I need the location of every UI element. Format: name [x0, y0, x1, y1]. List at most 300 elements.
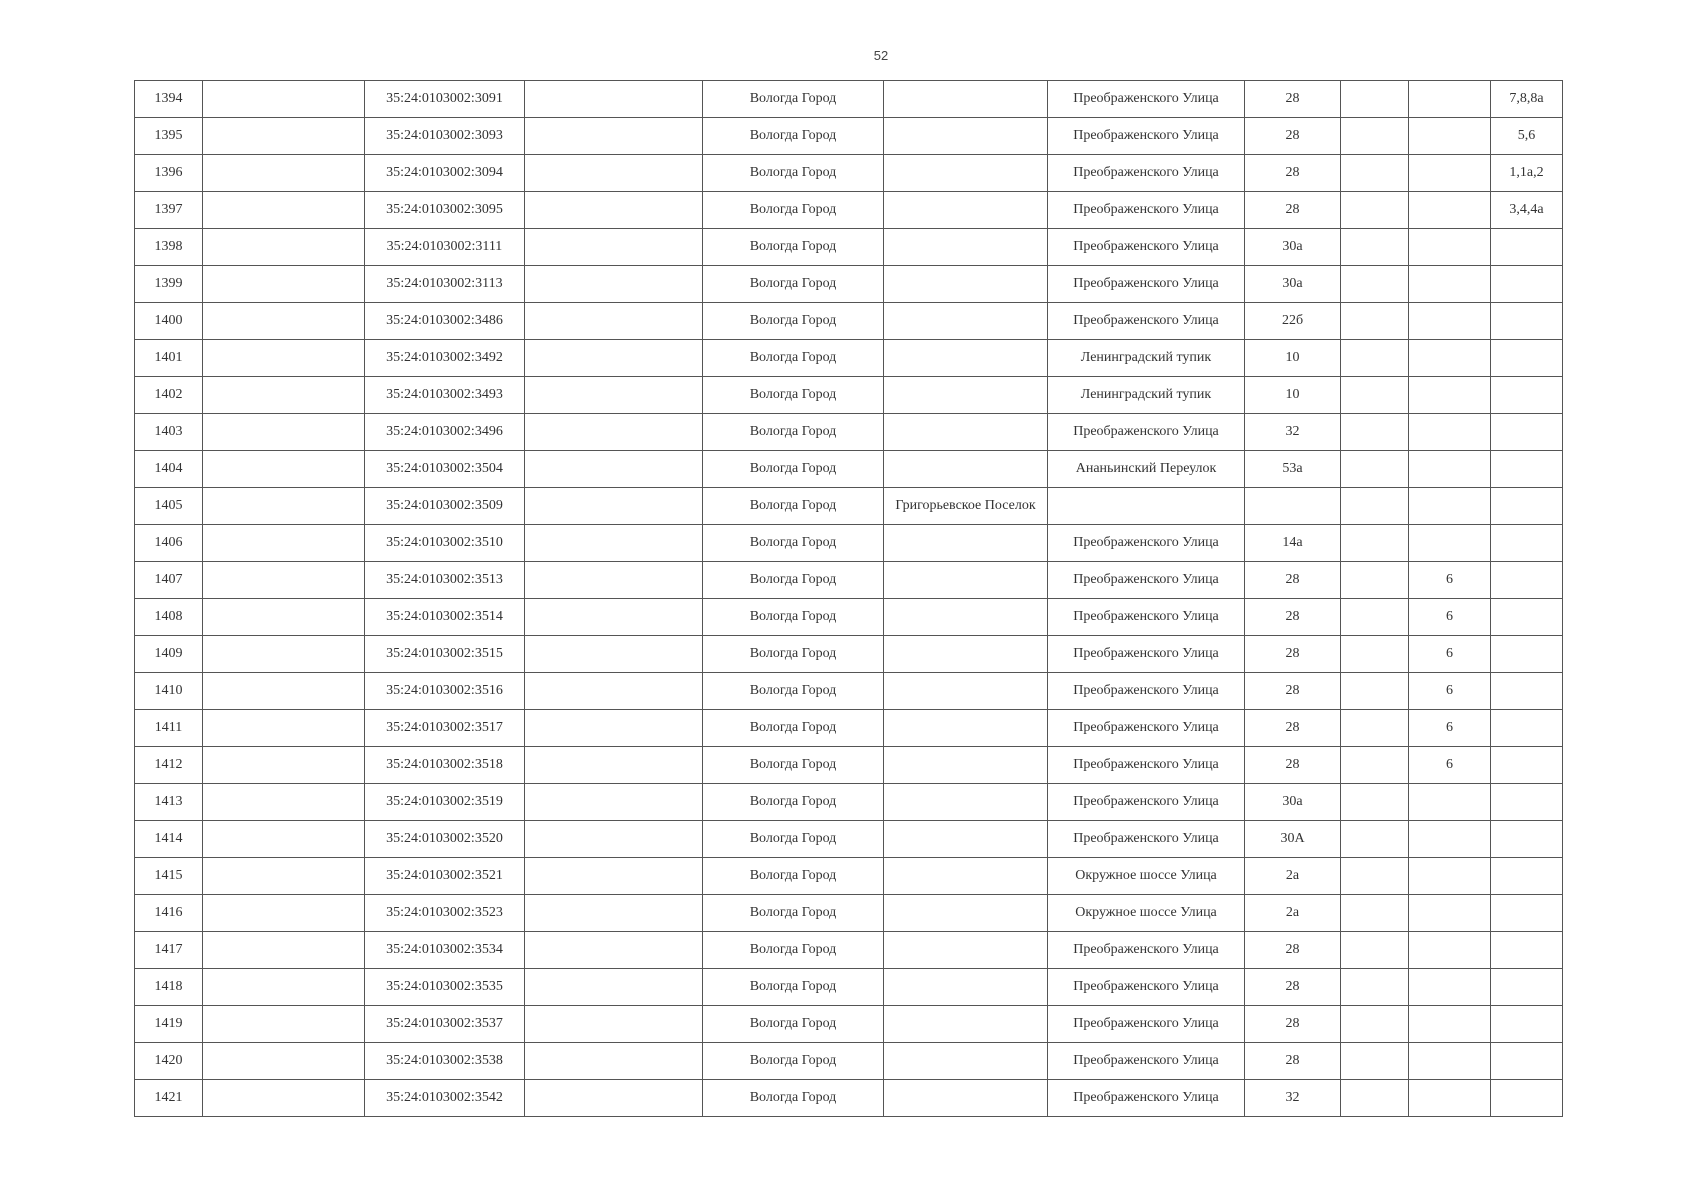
row-number-cell: 1401	[135, 340, 203, 377]
settlement-cell	[884, 155, 1048, 192]
house-cell: 22б	[1245, 303, 1341, 340]
apartment-cell	[1409, 81, 1491, 118]
empty-cell	[203, 636, 365, 673]
row-number-cell: 1402	[135, 377, 203, 414]
rooms-cell	[1491, 895, 1563, 932]
table-row	[135, 969, 1563, 1006]
table-row	[135, 340, 1563, 377]
street-cell: Преображенского Улица	[1048, 784, 1245, 821]
empty-cell	[525, 377, 703, 414]
street-cell: Окружное шоссе Улица	[1048, 858, 1245, 895]
cadastral-number-cell: 35:24:0103002:3534	[365, 932, 525, 969]
building-cell	[1341, 562, 1409, 599]
settlement-cell	[884, 821, 1048, 858]
empty-cell	[203, 858, 365, 895]
empty-cell	[525, 192, 703, 229]
row-number-cell: 1398	[135, 229, 203, 266]
rooms-cell	[1491, 1080, 1563, 1117]
empty-cell	[525, 118, 703, 155]
building-cell	[1341, 377, 1409, 414]
apartment-cell: 6	[1409, 636, 1491, 673]
table-row	[135, 747, 1563, 784]
building-cell	[1341, 229, 1409, 266]
row-number-cell: 1415	[135, 858, 203, 895]
city-cell: Вологда Город	[703, 562, 884, 599]
cadastral-number-cell: 35:24:0103002:3516	[365, 673, 525, 710]
settlement-cell	[884, 377, 1048, 414]
table-row	[135, 710, 1563, 747]
building-cell	[1341, 1043, 1409, 1080]
street-cell: Преображенского Улица	[1048, 710, 1245, 747]
street-cell: Преображенского Улица	[1048, 1006, 1245, 1043]
street-cell: Преображенского Улица	[1048, 192, 1245, 229]
rooms-cell: 1,1а,2	[1491, 155, 1563, 192]
rooms-cell	[1491, 451, 1563, 488]
settlement-cell	[884, 932, 1048, 969]
house-cell: 28	[1245, 192, 1341, 229]
apartment-cell	[1409, 340, 1491, 377]
rooms-cell	[1491, 266, 1563, 303]
settlement-cell	[884, 969, 1048, 1006]
building-cell	[1341, 673, 1409, 710]
city-cell: Вологда Город	[703, 636, 884, 673]
settlement-cell	[884, 895, 1048, 932]
row-number-cell: 1395	[135, 118, 203, 155]
empty-cell	[203, 340, 365, 377]
empty-cell	[203, 969, 365, 1006]
apartment-cell	[1409, 192, 1491, 229]
rooms-cell	[1491, 747, 1563, 784]
empty-cell	[203, 673, 365, 710]
building-cell	[1341, 1080, 1409, 1117]
city-cell: Вологда Город	[703, 1080, 884, 1117]
building-cell	[1341, 525, 1409, 562]
apartment-cell	[1409, 969, 1491, 1006]
cadastral-number-cell: 35:24:0103002:3509	[365, 488, 525, 525]
street-cell: Преображенского Улица	[1048, 969, 1245, 1006]
settlement-cell	[884, 747, 1048, 784]
table-row	[135, 1080, 1563, 1117]
empty-cell	[525, 821, 703, 858]
apartment-cell	[1409, 1043, 1491, 1080]
house-cell: 2а	[1245, 895, 1341, 932]
building-cell	[1341, 747, 1409, 784]
row-number-cell: 1396	[135, 155, 203, 192]
city-cell: Вологда Город	[703, 192, 884, 229]
house-cell: 28	[1245, 969, 1341, 1006]
street-cell: Преображенского Улица	[1048, 118, 1245, 155]
settlement-cell	[884, 414, 1048, 451]
empty-cell	[203, 747, 365, 784]
house-cell: 28	[1245, 599, 1341, 636]
empty-cell	[203, 932, 365, 969]
table-row	[135, 599, 1563, 636]
cadastral-number-cell: 35:24:0103002:3513	[365, 562, 525, 599]
table-row	[135, 118, 1563, 155]
settlement-cell	[884, 1043, 1048, 1080]
street-cell: Ананьинский Переулок	[1048, 451, 1245, 488]
city-cell: Вологда Город	[703, 599, 884, 636]
house-cell: 28	[1245, 1006, 1341, 1043]
city-cell: Вологда Город	[703, 118, 884, 155]
building-cell	[1341, 192, 1409, 229]
rooms-cell	[1491, 340, 1563, 377]
cadastral-number-cell: 35:24:0103002:3521	[365, 858, 525, 895]
apartment-cell: 6	[1409, 710, 1491, 747]
cadastral-number-cell: 35:24:0103002:3535	[365, 969, 525, 1006]
street-cell	[1048, 488, 1245, 525]
rooms-cell	[1491, 303, 1563, 340]
house-cell: 53а	[1245, 451, 1341, 488]
table-row	[135, 155, 1563, 192]
empty-cell	[525, 155, 703, 192]
empty-cell	[203, 488, 365, 525]
settlement-cell: Григорьевское Поселок	[884, 488, 1048, 525]
table-row	[135, 858, 1563, 895]
rooms-cell	[1491, 858, 1563, 895]
building-cell	[1341, 821, 1409, 858]
street-cell: Преображенского Улица	[1048, 599, 1245, 636]
building-cell	[1341, 81, 1409, 118]
settlement-cell	[884, 525, 1048, 562]
empty-cell	[203, 81, 365, 118]
apartment-cell: 6	[1409, 747, 1491, 784]
settlement-cell	[884, 599, 1048, 636]
empty-cell	[203, 1043, 365, 1080]
settlement-cell	[884, 1080, 1048, 1117]
house-cell: 32	[1245, 414, 1341, 451]
empty-cell	[203, 821, 365, 858]
empty-cell	[525, 673, 703, 710]
row-number-cell: 1406	[135, 525, 203, 562]
empty-cell	[525, 710, 703, 747]
house-cell: 30а	[1245, 784, 1341, 821]
table-row	[135, 932, 1563, 969]
empty-cell	[525, 1006, 703, 1043]
city-cell: Вологда Город	[703, 81, 884, 118]
rooms-cell: 3,4,4а	[1491, 192, 1563, 229]
settlement-cell	[884, 710, 1048, 747]
row-number-cell: 1412	[135, 747, 203, 784]
city-cell: Вологда Город	[703, 229, 884, 266]
apartment-cell: 6	[1409, 599, 1491, 636]
street-cell: Ленинградский тупик	[1048, 340, 1245, 377]
settlement-cell	[884, 858, 1048, 895]
house-cell: 10	[1245, 377, 1341, 414]
building-cell	[1341, 784, 1409, 821]
table-row	[135, 525, 1563, 562]
cadastral-number-cell: 35:24:0103002:3514	[365, 599, 525, 636]
table-row	[135, 451, 1563, 488]
house-cell: 28	[1245, 932, 1341, 969]
empty-cell	[525, 784, 703, 821]
city-cell: Вологда Город	[703, 1006, 884, 1043]
empty-cell	[203, 599, 365, 636]
table-row	[135, 636, 1563, 673]
street-cell: Преображенского Улица	[1048, 155, 1245, 192]
city-cell: Вологда Город	[703, 377, 884, 414]
house-cell: 10	[1245, 340, 1341, 377]
empty-cell	[203, 414, 365, 451]
empty-cell	[525, 1043, 703, 1080]
table-row	[135, 488, 1563, 525]
house-cell: 30а	[1245, 266, 1341, 303]
house-cell: 28	[1245, 636, 1341, 673]
city-cell: Вологда Город	[703, 673, 884, 710]
street-cell: Преображенского Улица	[1048, 81, 1245, 118]
house-cell	[1245, 488, 1341, 525]
street-cell: Преображенского Улица	[1048, 747, 1245, 784]
rooms-cell	[1491, 414, 1563, 451]
cadastral-number-cell: 35:24:0103002:3493	[365, 377, 525, 414]
cadastral-number-cell: 35:24:0103002:3492	[365, 340, 525, 377]
street-cell: Преображенского Улица	[1048, 673, 1245, 710]
cadastral-number-cell: 35:24:0103002:3518	[365, 747, 525, 784]
empty-cell	[525, 636, 703, 673]
apartment-cell	[1409, 784, 1491, 821]
empty-cell	[203, 303, 365, 340]
city-cell: Вологда Город	[703, 414, 884, 451]
apartment-cell	[1409, 525, 1491, 562]
city-cell: Вологда Город	[703, 895, 884, 932]
empty-cell	[203, 192, 365, 229]
apartment-cell: 6	[1409, 673, 1491, 710]
row-number-cell: 1419	[135, 1006, 203, 1043]
city-cell: Вологда Город	[703, 340, 884, 377]
building-cell	[1341, 932, 1409, 969]
empty-cell	[203, 895, 365, 932]
table-row	[135, 1006, 1563, 1043]
table-row	[135, 377, 1563, 414]
settlement-cell	[884, 266, 1048, 303]
apartment-cell	[1409, 821, 1491, 858]
row-number-cell: 1420	[135, 1043, 203, 1080]
cadastral-number-cell: 35:24:0103002:3113	[365, 266, 525, 303]
rooms-cell	[1491, 710, 1563, 747]
building-cell	[1341, 488, 1409, 525]
rooms-cell	[1491, 932, 1563, 969]
row-number-cell: 1409	[135, 636, 203, 673]
city-cell: Вологда Город	[703, 266, 884, 303]
empty-cell	[203, 229, 365, 266]
building-cell	[1341, 340, 1409, 377]
table-row	[135, 673, 1563, 710]
rooms-cell	[1491, 969, 1563, 1006]
street-cell: Преображенского Улица	[1048, 303, 1245, 340]
city-cell: Вологда Город	[703, 303, 884, 340]
cadastral-number-cell: 35:24:0103002:3519	[365, 784, 525, 821]
empty-cell	[525, 747, 703, 784]
building-cell	[1341, 599, 1409, 636]
house-cell: 14а	[1245, 525, 1341, 562]
city-cell: Вологда Город	[703, 821, 884, 858]
cadastral-number-cell: 35:24:0103002:3537	[365, 1006, 525, 1043]
table-body	[135, 81, 1563, 1117]
empty-cell	[203, 377, 365, 414]
house-cell: 28	[1245, 747, 1341, 784]
settlement-cell	[884, 118, 1048, 155]
row-number-cell: 1408	[135, 599, 203, 636]
building-cell	[1341, 710, 1409, 747]
row-number-cell: 1407	[135, 562, 203, 599]
table-row	[135, 81, 1563, 118]
cadastral-number-cell: 35:24:0103002:3111	[365, 229, 525, 266]
rooms-cell	[1491, 599, 1563, 636]
apartment-cell	[1409, 266, 1491, 303]
settlement-cell	[884, 451, 1048, 488]
house-cell: 28	[1245, 118, 1341, 155]
city-cell: Вологда Город	[703, 488, 884, 525]
apartment-cell	[1409, 377, 1491, 414]
settlement-cell	[884, 81, 1048, 118]
empty-cell	[203, 1006, 365, 1043]
row-number-cell: 1416	[135, 895, 203, 932]
street-cell: Преображенского Улица	[1048, 266, 1245, 303]
cadastral-number-cell: 35:24:0103002:3496	[365, 414, 525, 451]
rooms-cell	[1491, 673, 1563, 710]
empty-cell	[525, 81, 703, 118]
street-cell: Окружное шоссе Улица	[1048, 895, 1245, 932]
settlement-cell	[884, 636, 1048, 673]
apartment-cell	[1409, 303, 1491, 340]
apartment-cell	[1409, 488, 1491, 525]
rooms-cell	[1491, 562, 1563, 599]
row-number-cell: 1399	[135, 266, 203, 303]
table-row	[135, 821, 1563, 858]
city-cell: Вологда Город	[703, 747, 884, 784]
row-number-cell: 1414	[135, 821, 203, 858]
table-row	[135, 562, 1563, 599]
settlement-cell	[884, 340, 1048, 377]
house-cell: 28	[1245, 81, 1341, 118]
cadastral-number-cell: 35:24:0103002:3093	[365, 118, 525, 155]
apartment-cell	[1409, 858, 1491, 895]
building-cell	[1341, 303, 1409, 340]
cadastral-number-cell: 35:24:0103002:3095	[365, 192, 525, 229]
house-cell: 30а	[1245, 229, 1341, 266]
row-number-cell: 1397	[135, 192, 203, 229]
street-cell: Преображенского Улица	[1048, 525, 1245, 562]
row-number-cell: 1400	[135, 303, 203, 340]
settlement-cell	[884, 784, 1048, 821]
cadastral-number-cell: 35:24:0103002:3510	[365, 525, 525, 562]
row-number-cell: 1410	[135, 673, 203, 710]
empty-cell	[525, 525, 703, 562]
settlement-cell	[884, 673, 1048, 710]
cadastral-number-cell: 35:24:0103002:3538	[365, 1043, 525, 1080]
house-cell: 2а	[1245, 858, 1341, 895]
rooms-cell: 5,6	[1491, 118, 1563, 155]
row-number-cell: 1413	[135, 784, 203, 821]
street-cell: Преображенского Улица	[1048, 1080, 1245, 1117]
row-number-cell: 1418	[135, 969, 203, 1006]
empty-cell	[525, 414, 703, 451]
apartment-cell	[1409, 932, 1491, 969]
cadastral-number-cell: 35:24:0103002:3523	[365, 895, 525, 932]
city-cell: Вологда Город	[703, 1043, 884, 1080]
rooms-cell	[1491, 525, 1563, 562]
street-cell: Ленинградский тупик	[1048, 377, 1245, 414]
cadastral-number-cell: 35:24:0103002:3091	[365, 81, 525, 118]
empty-cell	[525, 932, 703, 969]
street-cell: Преображенского Улица	[1048, 414, 1245, 451]
street-cell: Преображенского Улица	[1048, 229, 1245, 266]
street-cell: Преображенского Улица	[1048, 932, 1245, 969]
table-row	[135, 1043, 1563, 1080]
empty-cell	[203, 710, 365, 747]
apartment-cell	[1409, 414, 1491, 451]
empty-cell	[525, 303, 703, 340]
cadastral-number-cell: 35:24:0103002:3515	[365, 636, 525, 673]
apartment-cell	[1409, 118, 1491, 155]
building-cell	[1341, 118, 1409, 155]
row-number-cell: 1405	[135, 488, 203, 525]
building-cell	[1341, 451, 1409, 488]
empty-cell	[525, 969, 703, 1006]
empty-cell	[203, 155, 365, 192]
house-cell: 28	[1245, 1043, 1341, 1080]
street-cell: Преображенского Улица	[1048, 562, 1245, 599]
cadastral-number-cell: 35:24:0103002:3517	[365, 710, 525, 747]
empty-cell	[203, 118, 365, 155]
apartment-cell	[1409, 451, 1491, 488]
empty-cell	[203, 1080, 365, 1117]
city-cell: Вологда Город	[703, 710, 884, 747]
house-cell: 28	[1245, 155, 1341, 192]
table-row	[135, 784, 1563, 821]
table-row	[135, 895, 1563, 932]
building-cell	[1341, 155, 1409, 192]
row-number-cell: 1403	[135, 414, 203, 451]
empty-cell	[525, 340, 703, 377]
apartment-cell	[1409, 1080, 1491, 1117]
cadastral-number-cell: 35:24:0103002:3520	[365, 821, 525, 858]
city-cell: Вологда Город	[703, 155, 884, 192]
apartment-cell	[1409, 1006, 1491, 1043]
rooms-cell	[1491, 636, 1563, 673]
city-cell: Вологда Город	[703, 525, 884, 562]
empty-cell	[203, 525, 365, 562]
house-cell: 28	[1245, 562, 1341, 599]
empty-cell	[525, 1080, 703, 1117]
table-row	[135, 303, 1563, 340]
building-cell	[1341, 266, 1409, 303]
table-row	[135, 266, 1563, 303]
table-row	[135, 414, 1563, 451]
row-number-cell: 1394	[135, 81, 203, 118]
rooms-cell	[1491, 377, 1563, 414]
settlement-cell	[884, 1006, 1048, 1043]
rooms-cell	[1491, 784, 1563, 821]
rooms-cell	[1491, 229, 1563, 266]
apartment-cell: 6	[1409, 562, 1491, 599]
empty-cell	[203, 451, 365, 488]
cadastral-number-cell: 35:24:0103002:3486	[365, 303, 525, 340]
page-number: 52	[873, 48, 889, 63]
rooms-cell	[1491, 1006, 1563, 1043]
apartment-cell	[1409, 229, 1491, 266]
row-number-cell: 1411	[135, 710, 203, 747]
city-cell: Вологда Город	[703, 451, 884, 488]
cadastral-number-cell: 35:24:0103002:3542	[365, 1080, 525, 1117]
rooms-cell	[1491, 488, 1563, 525]
empty-cell	[203, 784, 365, 821]
rooms-cell	[1491, 1043, 1563, 1080]
building-cell	[1341, 1006, 1409, 1043]
city-cell: Вологда Город	[703, 784, 884, 821]
empty-cell	[525, 451, 703, 488]
city-cell: Вологда Город	[703, 858, 884, 895]
